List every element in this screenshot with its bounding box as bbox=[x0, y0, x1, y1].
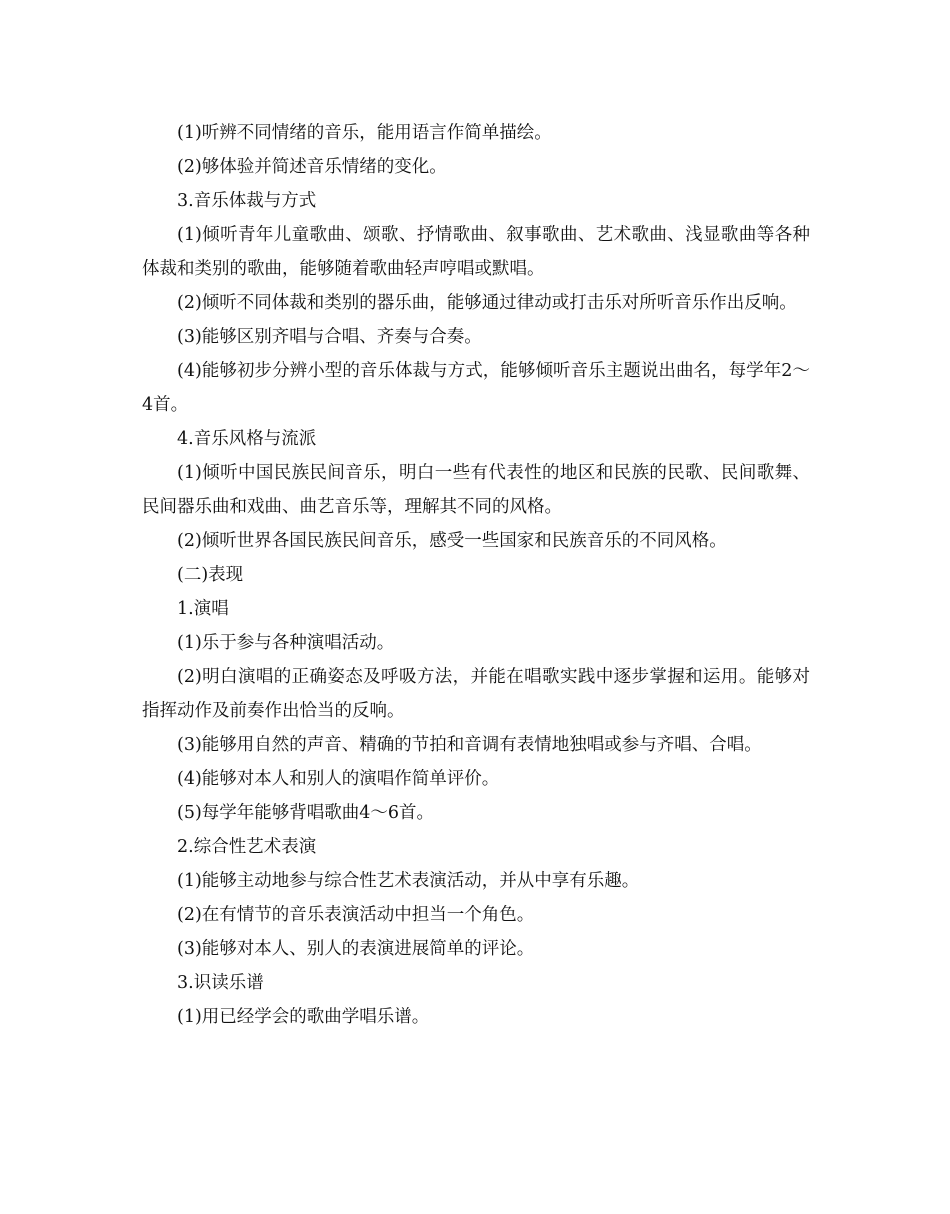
paragraph: (4)能够初步分辨小型的音乐体裁与方式，能够倾听音乐主题说出曲名，每学年2～4首。 bbox=[142, 361, 810, 415]
paragraph: (2)在有情节的音乐表演活动中担当一个角色。 bbox=[177, 905, 535, 925]
paragraph: (1)倾听青年儿童歌曲、颂歌、抒情歌曲、叙事歌曲、艺术歌曲、浅显歌曲等各种体裁和类别的歌曲，能够随着歌曲轻声哼唱或默唱。 bbox=[142, 225, 810, 279]
section-heading: 2.综合性艺术表演 bbox=[177, 837, 317, 857]
section-heading: 3.音乐体裁与方式 bbox=[177, 191, 317, 211]
section-heading: 1.演唱 bbox=[177, 599, 229, 619]
paragraph: (1)能够主动地参与综合性艺术表演活动，并从中享有乐趣。 bbox=[177, 871, 640, 891]
paragraph: (1)听辨不同情绪的音乐，能用语言作简单描绘。 bbox=[177, 123, 552, 143]
paragraph: (5)每学年能够背唱歌曲4～6首。 bbox=[177, 803, 435, 823]
paragraph: (2)倾听世界各国民族民间音乐，感受一些国家和民族音乐的不同风格。 bbox=[177, 531, 727, 551]
section-heading: 3.识读乐谱 bbox=[177, 973, 264, 993]
paragraph: (3)能够区别齐唱与合唱、齐奏与合奏。 bbox=[177, 327, 482, 347]
paragraph: (2)明白演唱的正确姿态及呼吸方法，并能在唱歌实践中逐步掌握和运用。能够对指挥动作及前奏作出恰当的反响。 bbox=[142, 667, 810, 721]
paragraph: (1)倾听中国民族民间音乐，明白一些有代表性的地区和民族的民歌、民间歌舞、民间器乐曲和戏曲、曲艺音乐等，理解其不同的风格。 bbox=[142, 463, 810, 517]
paragraph: (4)能够对本人和别人的演唱作简单评价。 bbox=[177, 769, 500, 789]
paragraph: (2)够体验并简述音乐情绪的变化。 bbox=[177, 157, 447, 177]
paragraph: (1)乐于参与各种演唱活动。 bbox=[177, 633, 395, 653]
paragraph: (1)用已经学会的歌曲学唱乐谱。 bbox=[177, 1007, 430, 1027]
paragraph: (3)能够用自然的声音、精确的节拍和音调有表情地独唱或参与齐唱、合唱。 bbox=[177, 735, 762, 755]
section-heading: 4.音乐风格与流派 bbox=[177, 429, 317, 449]
paragraph: (3)能够对本人、别人的表演进展简单的评论。 bbox=[177, 939, 535, 959]
section-heading: (二)表现 bbox=[177, 565, 244, 585]
document-body bbox=[142, 116, 810, 1034]
paragraph: (2)倾听不同体裁和类别的器乐曲，能够通过律动或打击乐对所听音乐作出反响。 bbox=[177, 293, 797, 313]
